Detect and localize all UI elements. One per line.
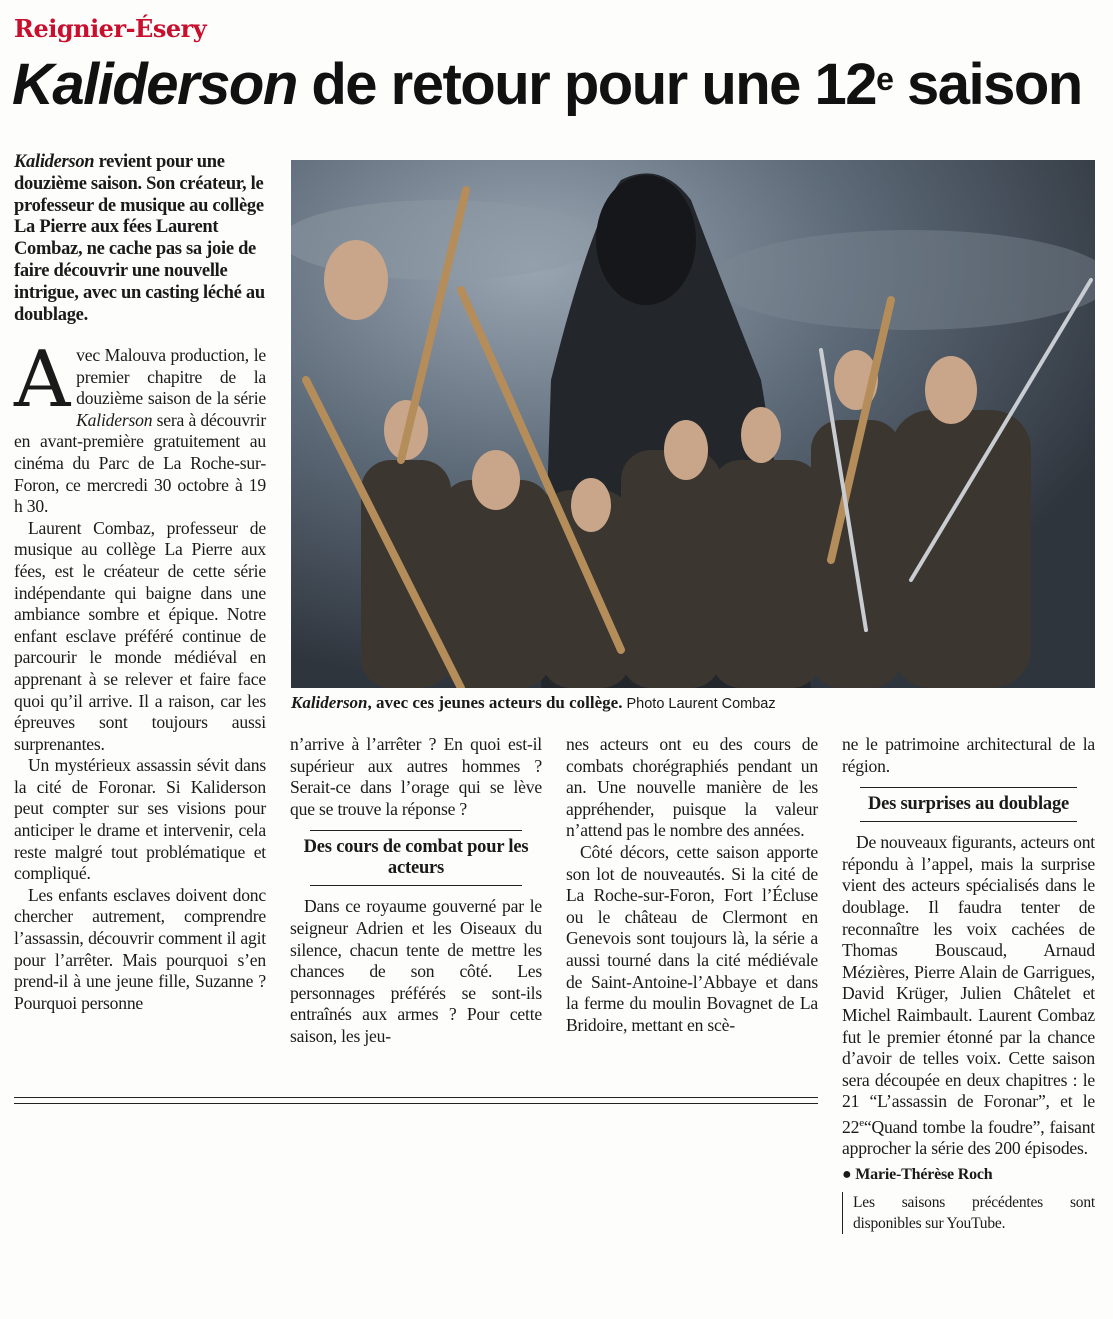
- col3-para-2: Côté décors, cette saison apporte son lot de nouveautés. Si la cité de La Roche-sur-Foron, Fort l’Écluse ou le château de Clermont en Genevois sont toujours là, la série a aussi tourné dans la cité médiévale de Saint-Antoine-l’Abbaye et dans la ferme du moulin Bovagnet de La Bridoire, mettant en scè-: [566, 841, 818, 1035]
- col1-para-3: Un mystérieux assassin sévit dans la cité de Foronar. Si Kaliderson peut compter sur ses visions pour anticiper le drame et intervenir, cela reste malgré tout problématique et compliqué.: [14, 755, 266, 884]
- headline-sup: e: [876, 61, 893, 97]
- col4-para-2: [842, 832, 1095, 1160]
- col4-para-1: ne le patrimoine architectural de la région.: [842, 734, 1095, 776]
- col4-p2: De nouveaux figurants, acteurs ont répondu à l’appel, mais la surprise vient des acteurs spécialisés dans le doublage. Il faudra tenter de reconnaître les voix cachées de Thomas Bouscaud, Arnaud Mézières, Pierre Alain de Garrigues, David Krüger, Julien Châtelet et Michel Raimbault. Laurent Combaz fut le premier étonné par la chance d’avoir de telles voix. Cette saison sera découpée en deux chapitres : le 21 “L’assassin de Foronar”, et le 22: [842, 832, 1095, 1137]
- col2-para-2: Dans ce royaume gouverné par le seigneur Adrien et les Oiseaux du silence, chacun tente de mettre les chances de son côté. Les personnages préférés se sont-ils entraînés aux armes ? Pour cette saison, les jeu-: [290, 896, 542, 1046]
- byline-author: Marie-Thérèse Roch: [855, 1165, 993, 1183]
- col1-para-1: [14, 335, 266, 518]
- bottom-rule-2: [14, 1103, 818, 1104]
- photo-credit: Photo Laurent Combaz: [622, 696, 776, 712]
- dropcap: A: [14, 335, 71, 425]
- sidenote: Les saisons précédentes sont disponibles sur YouTube.: [842, 1192, 1095, 1234]
- subhead-combat: Des cours de combat pour les acteurs: [303, 837, 529, 879]
- subhead-doublage: Des surprises au doublage: [867, 794, 1070, 815]
- caption-italic: Kaliderson: [291, 693, 368, 712]
- bottom-rule-1: [14, 1097, 818, 1098]
- col4-p2-end: “Quand tombe la foudre”, faisant approcher la série des 200 épisodes.: [842, 1116, 1095, 1159]
- col1-para-2: Laurent Combaz, professeur de musique au collège La Pierre aux fées, est le créateur de cette série indépendante qui baigne dans une ambiance sombre et épique. Notre enfant esclave préféré continue de parcourir le monde médiéval en apprenant à se relever et faire face quoi qu’il arrive. Il a raison, car les épreuves sont toujours aussi surprenantes.: [14, 517, 266, 754]
- col2-para-1: n’arrive à l’arrêter ? En quoi est-il supérieur aux autres hommes ? Serait-ce dans l’orage qui se lève que se trouve la réponse ?: [290, 734, 542, 819]
- column-3: [566, 734, 818, 1036]
- photo-illustration: [291, 160, 1095, 688]
- article-photo: [291, 160, 1095, 688]
- col1-p1b: sera à découvrir en avant-première gratuitement au cinéma du Parc de La Roche-sur-Foron, ce mercredi 30 octobre à 19 h 30.: [14, 409, 266, 517]
- column-1: [14, 335, 266, 1014]
- bullet-icon: ●: [842, 1165, 856, 1183]
- byline: [842, 1164, 1095, 1186]
- caption-bold: , avec ces jeunes acteurs du collège.: [367, 693, 623, 712]
- headline-end: saison: [892, 52, 1082, 117]
- column-4: [842, 734, 1095, 1234]
- col4-p2-sup: e: [859, 1116, 864, 1129]
- chapo-text: revient pour une douzième saison. Son créateur, le professeur de musique au collège La Pierre aux fées Laurent Combaz, ne cache pas sa joie de faire découvrir une nouvelle intrigue, avec un casting léché au doublage.: [14, 152, 265, 325]
- headline-text: de retour pour une 12: [296, 52, 877, 117]
- subhead2-rule-bottom: [860, 821, 1077, 822]
- chapo: [14, 152, 274, 326]
- col1-p1-italic: Kaliderson: [76, 409, 153, 430]
- column-2: [290, 734, 542, 1048]
- kicker-location: Reignier-Ésery: [14, 14, 207, 43]
- photo-caption: [291, 692, 1095, 715]
- col1-p1a: vec Malouva production, le premier chapitre de la douzième saison de la série: [76, 345, 266, 409]
- col3-para-1: nes acteurs ont eu des cours de combats chorégraphiés pendant un an. Une nouvelle manière de les appréhender, puisque la valeur n’attend pas le nombre des années.: [566, 734, 818, 841]
- headline: [12, 50, 1082, 120]
- subhead-rule-bottom: [310, 885, 522, 886]
- col1-para-4: Les enfants esclaves doivent donc chercher autrement, comprendre l’assassin, découvrir comment il agit pour l’arrêter. Mais pourquoi s’en prend-il à une jeune fille, Suzanne ? Pourquoi personne: [14, 884, 266, 1013]
- headline-italic: Kaliderson: [12, 52, 297, 117]
- chapo-italic: Kaliderson: [14, 152, 95, 172]
